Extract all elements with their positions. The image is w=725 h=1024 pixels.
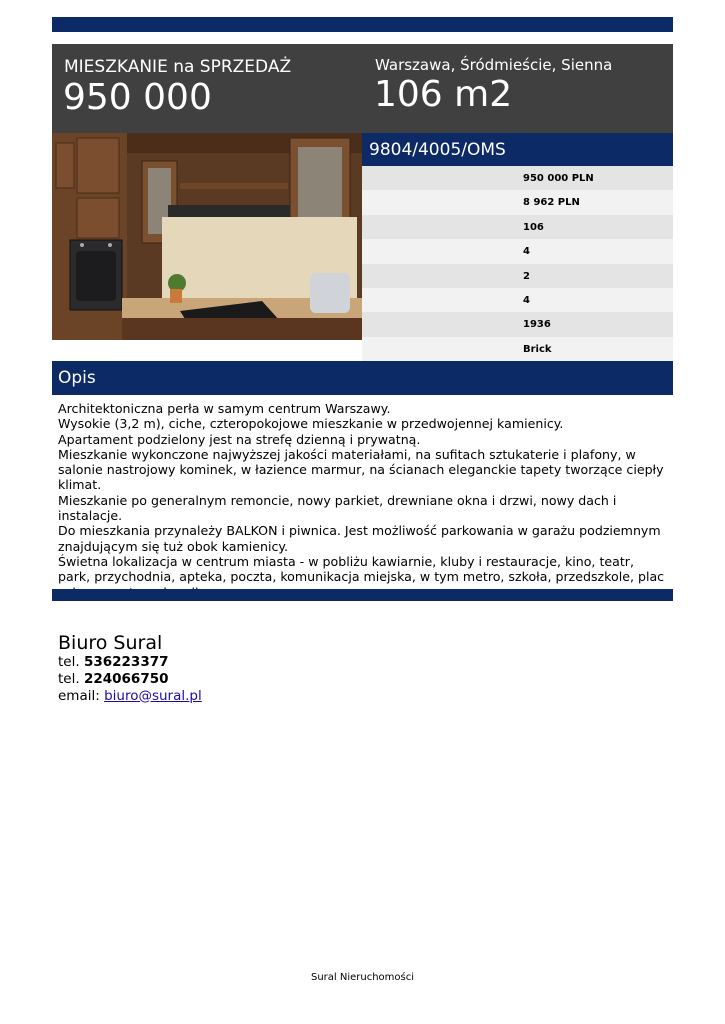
email-line <box>58 688 202 705</box>
detail-value: 1936 <box>523 319 551 331</box>
details-table <box>362 166 673 361</box>
listing-location: Warszawa, Śródmieście, Sienna <box>375 56 613 74</box>
listing-header <box>52 44 673 133</box>
phone-number: 224066750 <box>83 670 169 687</box>
description-text <box>58 401 670 600</box>
detail-row <box>362 239 673 263</box>
phone-line-1 <box>58 654 202 671</box>
reference-number: 9804/4005/OMS <box>369 140 506 160</box>
detail-value: 4 <box>523 294 530 306</box>
property-photo <box>52 133 362 340</box>
listing-area: 106 m2 <box>374 74 513 115</box>
description-line: Apartament podzielony jest na strefę dzienną i prywatną. <box>58 431 421 447</box>
detail-row <box>362 264 673 288</box>
detail-row <box>362 288 673 312</box>
detail-row <box>362 166 673 190</box>
phone-line-2 <box>58 671 202 688</box>
description-line: Architektoniczna perła w samym centrum Warszawy. <box>58 401 391 416</box>
detail-value: 2 <box>523 270 530 282</box>
detail-row <box>362 337 673 361</box>
phone-number: 536223377 <box>83 654 169 670</box>
description-line: Do mieszkania przynależy BALKON i piwnica. Jest możliwość parkowania w garażu podziemnym znajdującym się tuż obok kamienicy. <box>58 523 661 554</box>
listing-type: MIESZKANIE na SPRZEDAŻ <box>64 57 292 77</box>
listing-price: 950 000 <box>63 77 212 118</box>
email-link[interactable]: biuro@sural.pl <box>104 687 202 704</box>
detail-value: Brick <box>523 343 552 355</box>
detail-row <box>362 190 673 214</box>
description-title: Opis <box>58 368 96 388</box>
reference-bar <box>362 133 673 166</box>
description-line: Świetna lokalizacja w centrum miasta - w pobliżu kawiarnie, kluby i restauracje, kino, teatr, park, przychodnia, apteka, poczta, komunikacja miejska, w tym metro, szkoła, przedszkole, plac <box>58 553 665 585</box>
description-heading-bar <box>52 361 673 395</box>
description-line: Wysokie (3,2 m), ciche, czteropokojowe mieszkanie w przedwojennej kamienicy. <box>58 416 564 432</box>
contact-block <box>58 632 202 704</box>
tel-label: tel. <box>58 670 80 687</box>
detail-row <box>362 215 673 239</box>
section-divider-bar <box>52 589 673 601</box>
top-decor-bar <box>52 17 673 32</box>
description-line: Mieszkanie wykonczone najwyższej jakości materiałami, na sufitach sztukaterie i plafony, w salonie nastrojowy kominek, w łazience marmur, na ścianach eleganckie tapety tworzące ciepły klimat. <box>58 446 664 493</box>
email-label: email: <box>58 687 100 704</box>
detail-value: 950 000 PLN <box>523 173 594 184</box>
detail-row <box>362 312 673 336</box>
detail-value: 4 <box>523 246 530 258</box>
detail-value: 106 <box>523 221 544 233</box>
tel-label: tel. <box>58 654 80 670</box>
agency-name: Biuro Sural <box>58 632 163 654</box>
detail-value: 8 962 PLN <box>523 197 580 209</box>
page-footer: Sural Nieruchomości <box>310 972 415 983</box>
description-line: Mieszkanie po generalnym remoncie, nowy parkiet, drewniane okna i drzwi, nowy dach i instalacje. <box>58 492 617 524</box>
